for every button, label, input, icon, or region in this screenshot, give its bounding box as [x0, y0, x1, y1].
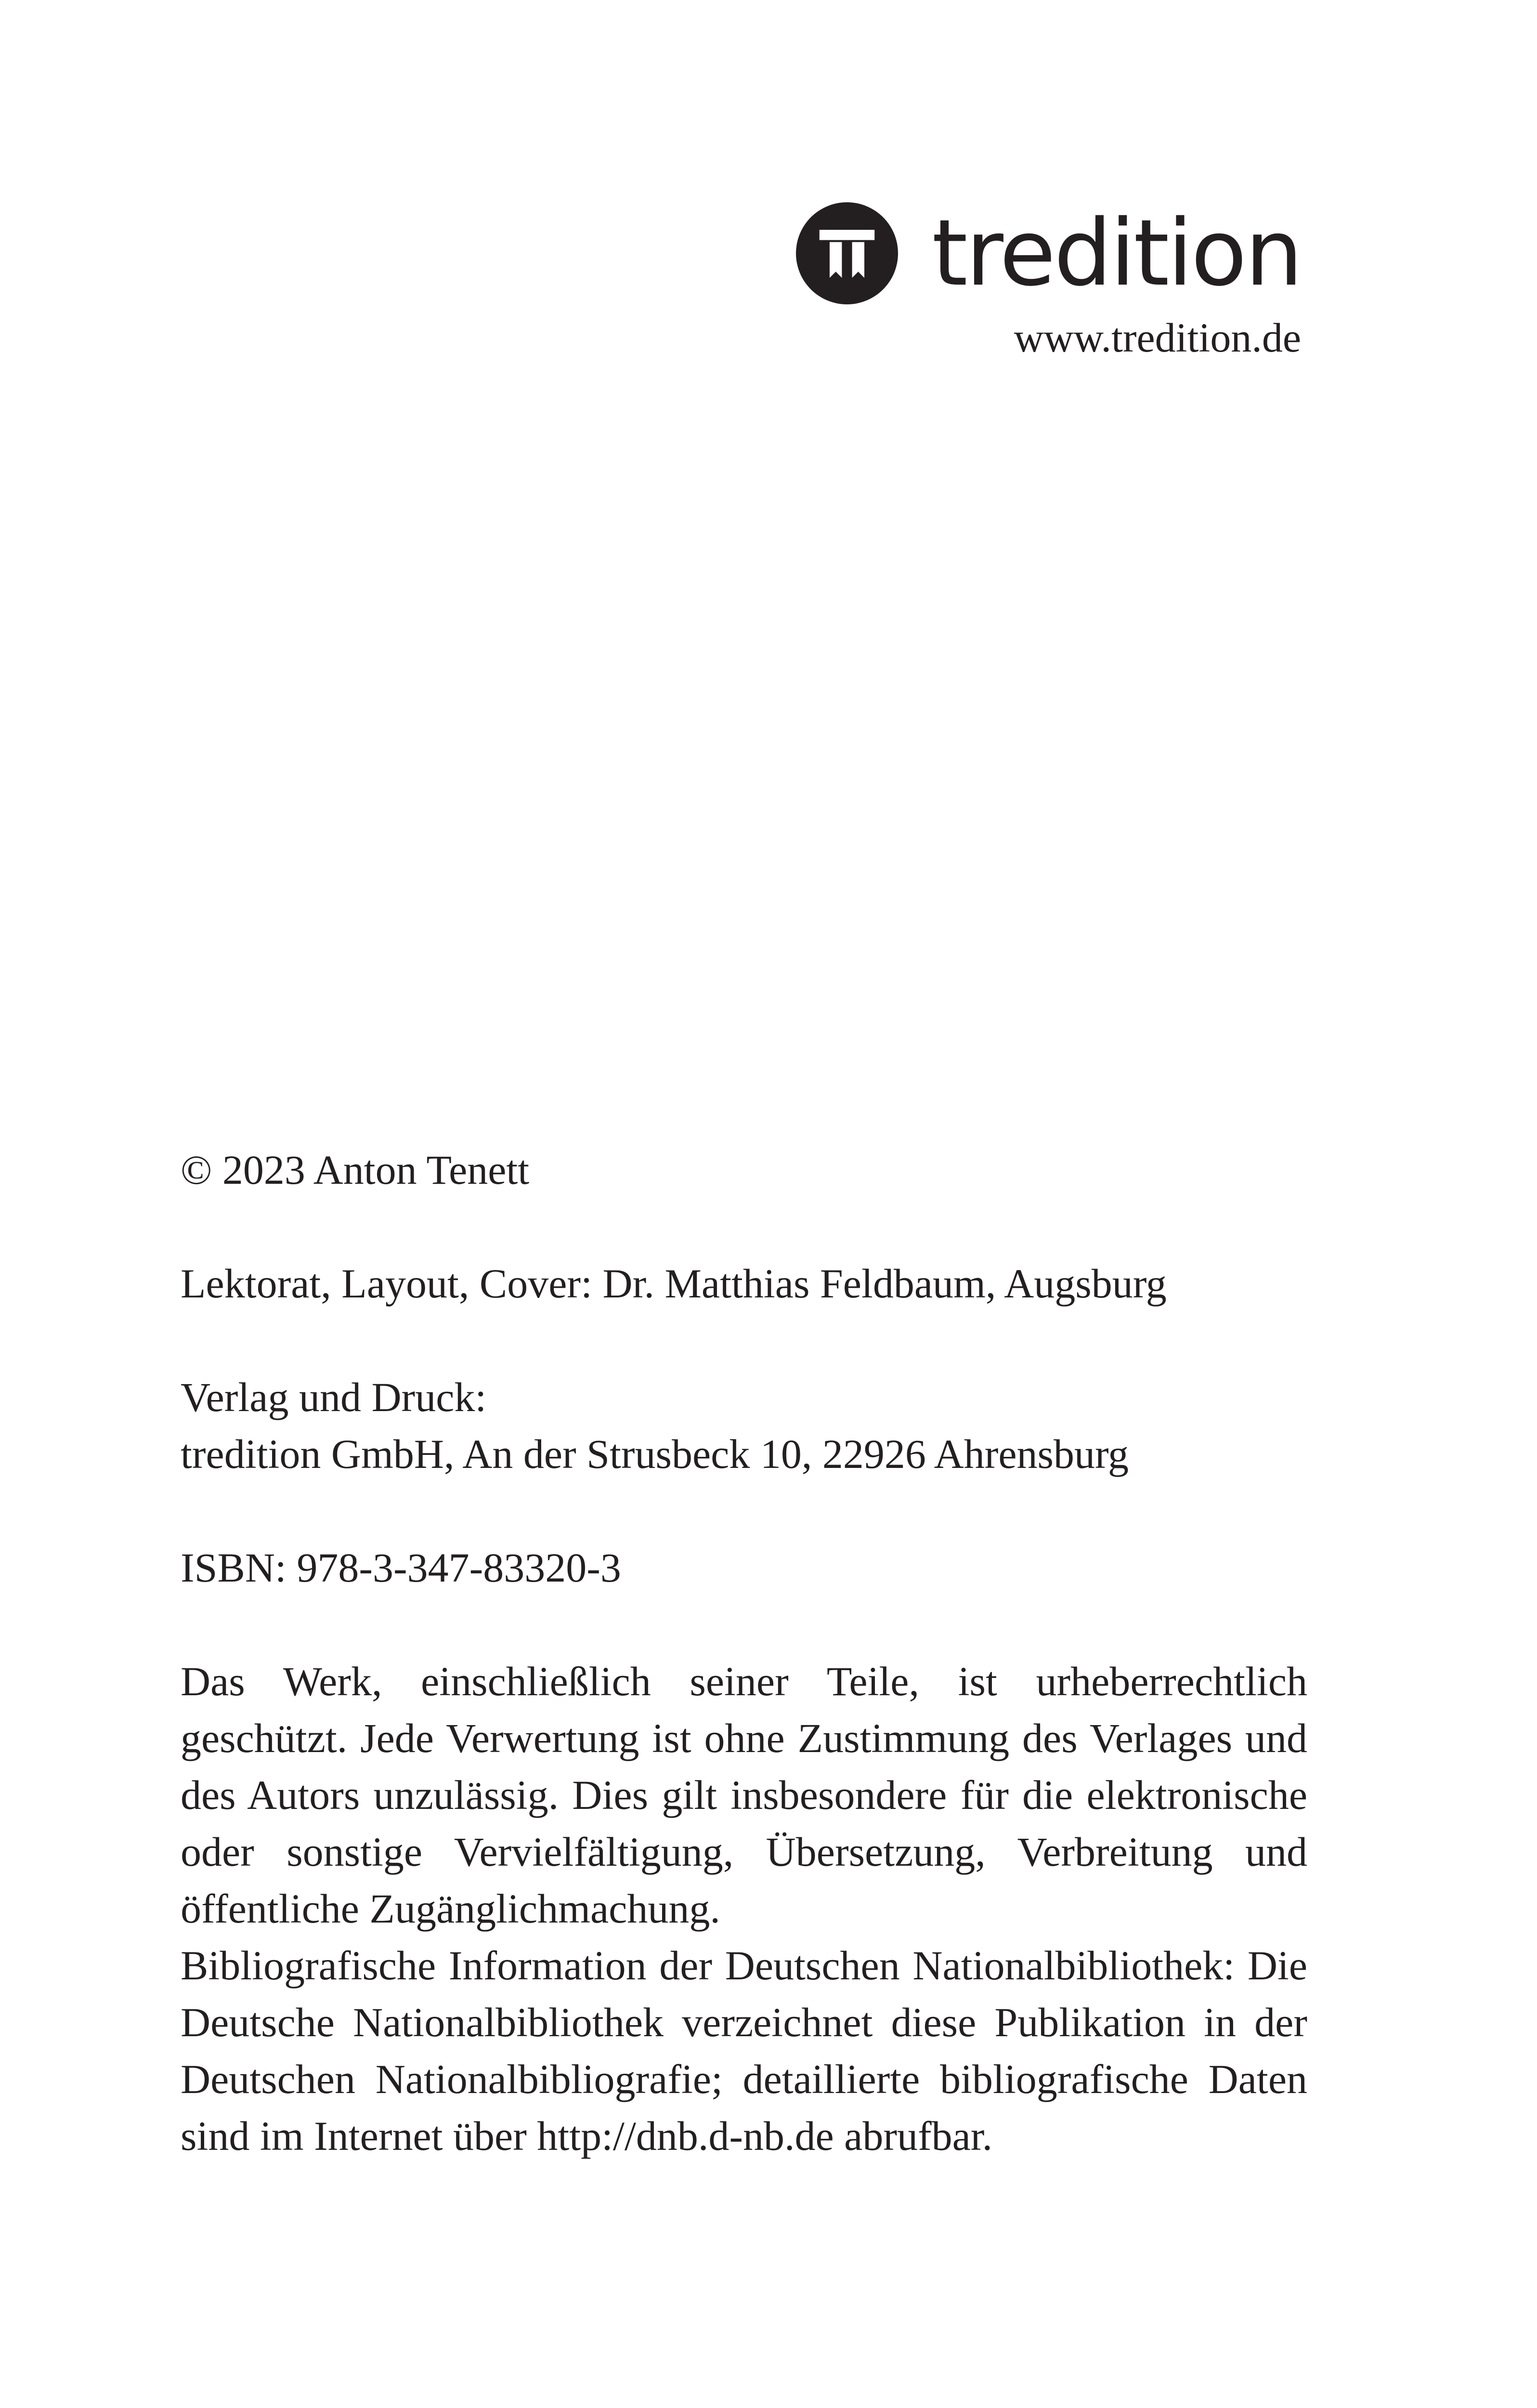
editing-credit: Lektorat, Layout, Cover: Dr. Matthias Feldbaum, Augsburg	[181, 1260, 1167, 1307]
isbn: ISBN: 978-3-347-83320-3	[181, 1544, 621, 1591]
tredition-logo-icon	[796, 202, 898, 304]
bibliographic-notice: Bibliografische Information der Deutschen Nationalbibliothek: Die Deutsche Nationalbibliothek verzeichnet diese Publikation in der Deutschen Nationalbibliografie; detaillierte bibliografische Daten sind im Internet über http://dnb.d-nb.de abrufbar.	[181, 1942, 1307, 2159]
printing-address: tredition GmbH, An der Strusbeck 10, 22926 Ahrensburg	[181, 1431, 1129, 1477]
copyright-notice: Das Werk, einschließlich seiner Teile, ist urheberrechtlich geschützt. Jede Verwertung ist ohne Zustimmung des Verlages und des Autors unzulässig. Dies gilt insbesondere für die elektronische oder sonstige Vervielfältigung, Übersetzung, Verbreitung und öffentliche Zugänglichmachung.	[181, 1658, 1307, 1932]
publisher-url: www.tredition.de	[1014, 314, 1301, 361]
imprint-section	[181, 1141, 1307, 2164]
printing-info	[181, 1369, 1307, 1482]
printing-label: Verlag und Druck:	[181, 1374, 487, 1420]
publisher-logo-row	[796, 202, 1301, 304]
publisher-logo	[796, 200, 1301, 361]
publisher-name: tredition	[932, 200, 1301, 306]
copyright-line: © 2023 Anton Tenett	[181, 1147, 530, 1193]
